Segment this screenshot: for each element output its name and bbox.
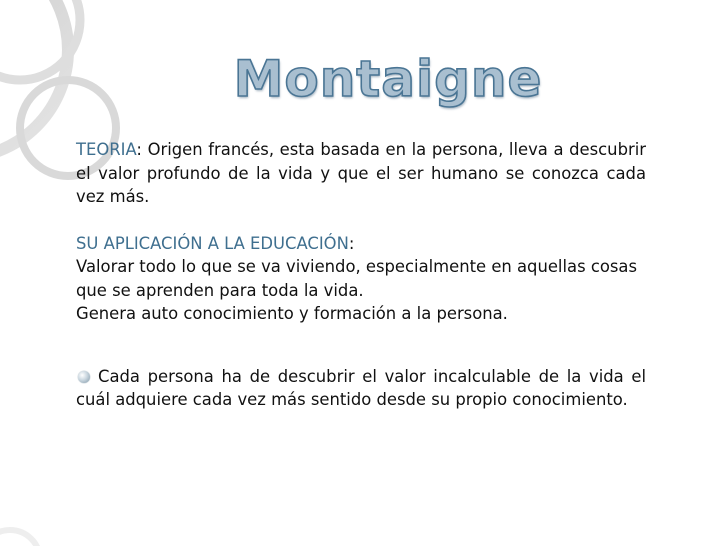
decor-ring-bottom — [0, 530, 40, 546]
aplicacion-line-1: Valorar todo lo que se va viviendo, especialmente en aquellas cosas que se aprenden para toda la vida. — [76, 257, 637, 300]
round-bullet-icon — [78, 371, 90, 383]
bullet-text: Cada persona ha de descubrir el valor incalculable de la vida el cuál adquiere cada vez más sentido desde su propio conocimiento. — [76, 366, 646, 409]
teoria-text: : Origen francés, esta basada en la persona, lleva a descubrir el valor profundo de la vida y que el ser humano se conozca cada vez más. — [76, 140, 646, 206]
aplicacion-line-2: Genera auto conocimiento y formación a la persona. — [76, 304, 508, 323]
aplicacion-label: SU APLICACIÓN A LA EDUCACIÓN — [76, 233, 349, 253]
bullet-paragraph — [76, 365, 646, 412]
aplicacion-heading — [76, 232, 646, 256]
slide-body — [76, 138, 646, 412]
teoria-label: TEORIA — [76, 140, 137, 159]
slide-title: Montaigne — [233, 50, 543, 108]
aplicacion-colon: : — [348, 233, 355, 253]
teoria-paragraph — [76, 138, 646, 209]
